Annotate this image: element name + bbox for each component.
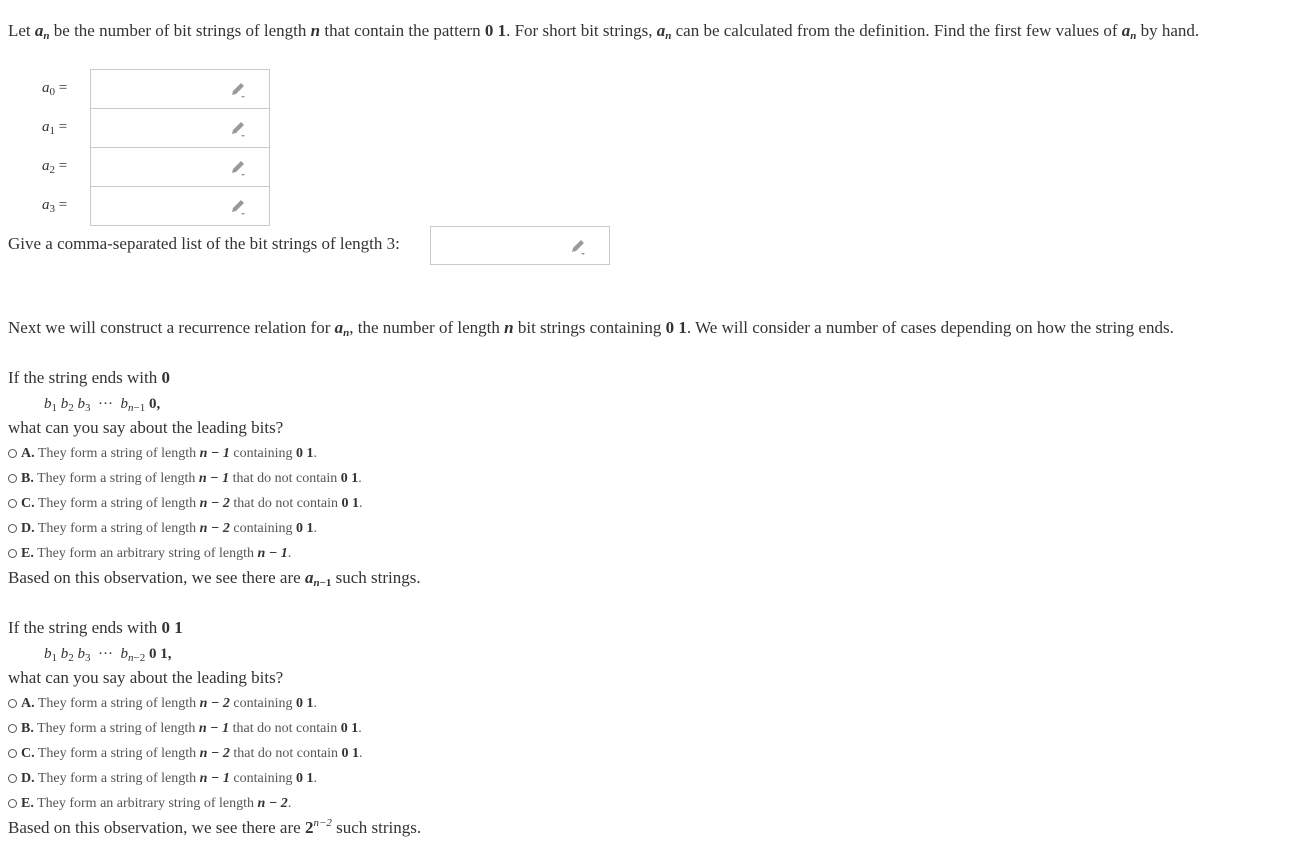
- case2-intro: If the string ends with 0 1: [8, 618, 183, 637]
- bitstrings-prompt: Give a comma-separated list of the bit strings of length 3:: [8, 234, 400, 253]
- recurrence-text: Next we will construct a recurrence relation for $a_n$, the number of length n bit strings containing 0 1. We will consider a number of cases depending on how the string ends.: [8, 318, 1174, 339]
- option-a[interactable]: A. They form a string of length n − 2 containing 0 1.: [8, 695, 317, 713]
- pencil-icon: [229, 198, 247, 216]
- option-d[interactable]: D. They form a string of length n − 2 containing 0 1.: [8, 520, 317, 538]
- case1-question: what can you say about the leading bits?: [8, 418, 284, 437]
- radio-button[interactable]: [8, 549, 17, 558]
- answer-label: $a_1$ =: [42, 119, 68, 137]
- option-b[interactable]: B. They form a string of length n − 1 that do not contain 0 1.: [8, 720, 362, 738]
- radio-button[interactable]: [8, 524, 17, 533]
- pencil-icon: [569, 238, 587, 256]
- case1-bits: $b_1$ $b_2$ $b_3$ ··· $b_{n-1}$ 0,: [44, 396, 161, 414]
- pencil-icon: [229, 81, 247, 99]
- radio-button[interactable]: [8, 499, 17, 508]
- intro-text: Let $a_n$ be the number of bit strings of length n that contain the pattern 0 1. For short bit strings, $a_n$ can be calculated from the definition. Find the first few values of $a_n$ by hand.: [8, 21, 1200, 42]
- radio-button[interactable]: [8, 724, 17, 733]
- radio-button[interactable]: [8, 699, 17, 708]
- case1-conclusion: Based on this observation, we see there are $a_{n-1}$ such strings.: [8, 568, 421, 589]
- answer-label: $a_2$ =: [42, 158, 68, 176]
- case1-intro: If the string ends with 0: [8, 368, 170, 387]
- pencil-icon: [229, 120, 247, 138]
- option-e[interactable]: E. They form an arbitrary string of length n − 2.: [8, 795, 291, 813]
- radio-button[interactable]: [8, 474, 17, 483]
- case2-bits: $b_1$ $b_2$ $b_3$ ··· $b_{n-2}$ 0 1,: [44, 646, 172, 664]
- case2-question: what can you say about the leading bits?: [8, 668, 284, 687]
- answer-input-a2[interactable]: [90, 147, 270, 187]
- answer-input-a1[interactable]: [90, 108, 270, 148]
- option-b[interactable]: B. They form a string of length n − 1 that do not contain 0 1.: [8, 470, 362, 488]
- option-e[interactable]: E. They form an arbitrary string of length n − 1.: [8, 545, 291, 563]
- option-a[interactable]: A. They form a string of length n − 1 containing 0 1.: [8, 445, 317, 463]
- answer-label: $a_3$ =: [42, 197, 68, 215]
- option-c[interactable]: C. They form a string of length n − 2 that do not contain 0 1.: [8, 745, 363, 763]
- radio-button[interactable]: [8, 799, 17, 808]
- answer-label: $a_0$ =: [42, 80, 68, 98]
- option-c[interactable]: C. They form a string of length n − 2 that do not contain 0 1.: [8, 495, 363, 513]
- radio-button[interactable]: [8, 449, 17, 458]
- option-d[interactable]: D. They form a string of length n − 1 containing 0 1.: [8, 770, 317, 788]
- answer-input-a0[interactable]: [90, 69, 270, 109]
- bitstrings-input[interactable]: [430, 226, 610, 265]
- pencil-icon: [229, 159, 247, 177]
- case2-conclusion: Based on this observation, we see there are $2^{n-2}$ such strings.: [8, 817, 422, 837]
- answer-input-a3[interactable]: [90, 186, 270, 226]
- radio-button[interactable]: [8, 749, 17, 758]
- radio-button[interactable]: [8, 774, 17, 783]
